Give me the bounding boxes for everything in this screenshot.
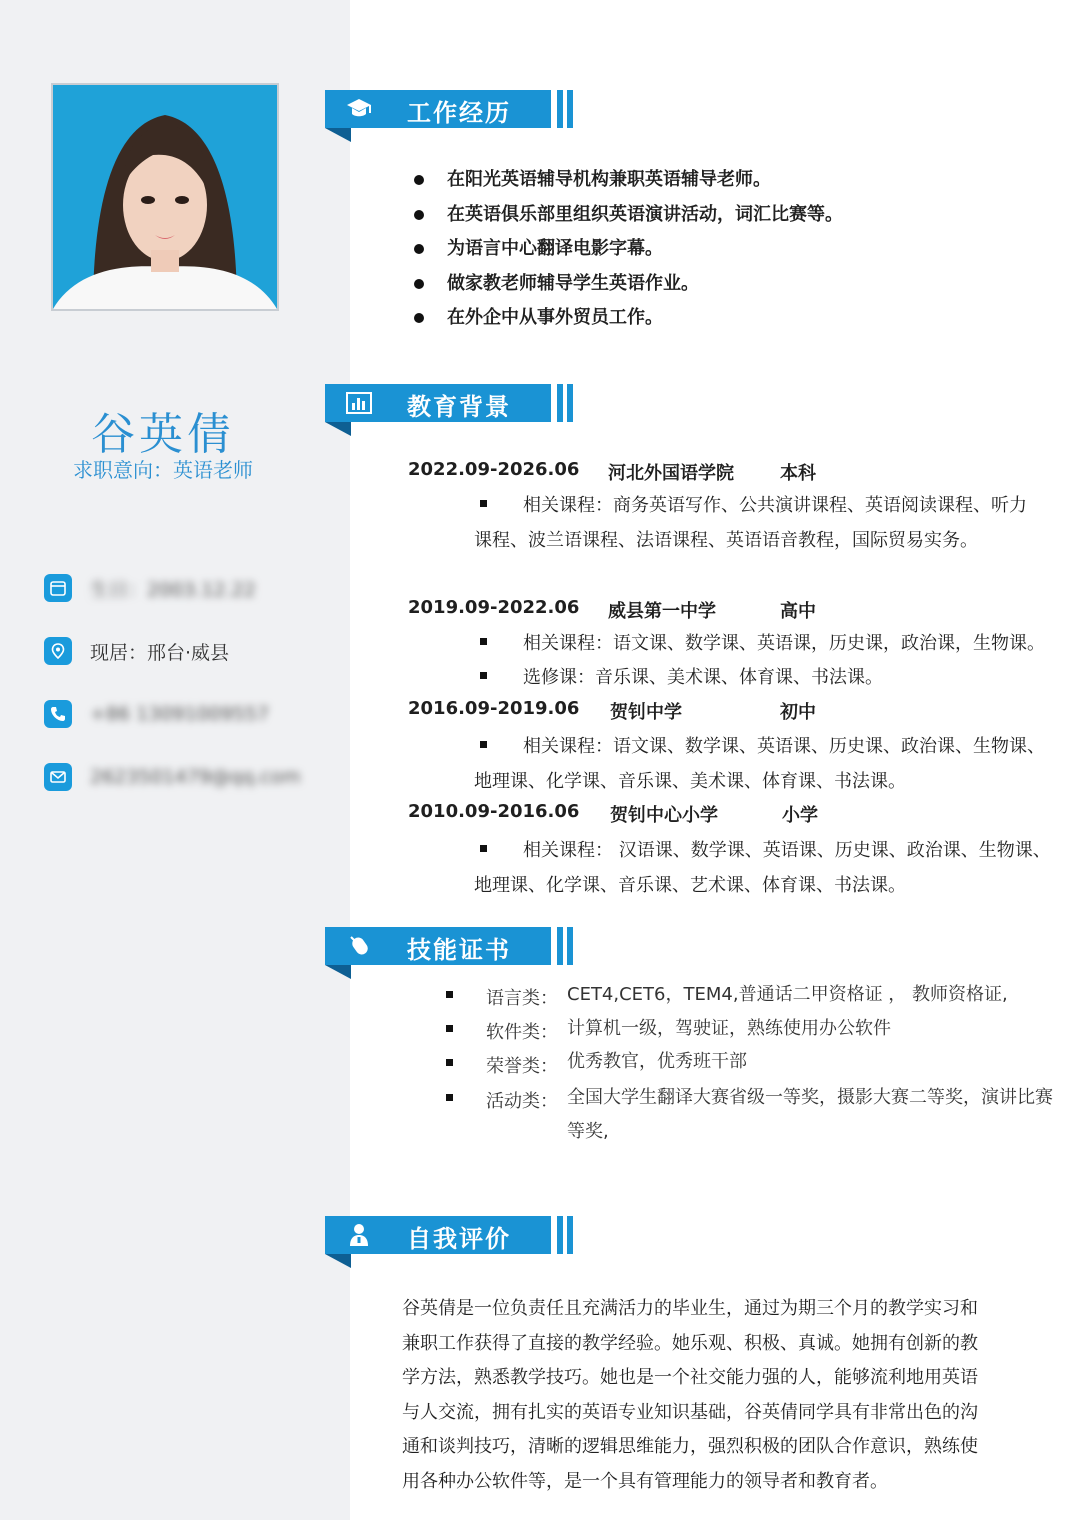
skill-label: 活动类：: [486, 1091, 558, 1112]
self-eval-line: 学方法，熟悉教学技巧。她也是一个社交能力强的人，能够流利地用英语: [402, 1367, 978, 1388]
skill-value: 全国大学生翻译大赛省级一等奖，摄影大赛二等奖，演讲比赛: [567, 1087, 1053, 1108]
edu-level: 高中: [780, 601, 816, 622]
edu-course-line: 相关课程： 汉语课、数学课、英语课、历史课、政治课、生物课、: [523, 840, 1051, 861]
edu-course-line: 相关课程：商务英语写作、公共演讲课程、英语阅读课程、听力: [523, 495, 1027, 516]
work-list: [410, 163, 843, 336]
edu-course-line: 选修课：音乐课、美术课、体育课、书法课。: [523, 667, 883, 688]
section-title-skills: 技能证书: [407, 936, 511, 964]
list-item: 在阳光英语辅导机构兼职英语辅导老师。: [410, 163, 843, 198]
edu-course-line: 地理课、化学课、音乐课、艺术课、体育课、书法课。: [474, 875, 906, 896]
contact-birth: [44, 574, 256, 602]
self-eval-line: 通和谈判技巧，清晰的逻辑思维能力，强烈积极的团队合作意识，熟练使: [402, 1436, 978, 1457]
edu-period: 2016.09-2019.06: [408, 698, 580, 719]
self-eval-line: 与人交流，拥有扎实的英语专业知识基础，谷英倩同学具有非常出色的沟: [402, 1401, 978, 1423]
graduation-cap-icon: [345, 96, 373, 122]
self-eval-line: 谷英倩是一位负责任且充满活力的毕业生，通过为期三个月的教学实习和: [402, 1298, 978, 1319]
square-bullet-icon: [480, 845, 487, 852]
self-eval-line: 兼职工作获得了直接的教学经验。她乐观、积极、真诚。她拥有创新的教: [402, 1332, 978, 1354]
square-bullet-icon: [480, 672, 487, 679]
skill-label: 荣誉类：: [486, 1056, 558, 1077]
edu-school: 贺钊中心小学: [610, 805, 718, 826]
skill-value-continued: 等奖,: [567, 1121, 609, 1142]
list-item: 在外企中从事外贸员工作。: [410, 301, 843, 336]
list-item: 为语言中心翻译电影字幕。: [410, 232, 843, 267]
skill-value: CET4,CET6，TEM4,普通话二甲资格证 ， 教师资格证,: [567, 984, 1008, 1005]
contact-residence: [44, 637, 229, 665]
self-eval-line: 用各种办公软件等，是一个具有管理能力的领导者和教育者。: [402, 1470, 888, 1492]
section-header-self: [325, 1216, 575, 1268]
edu-period: 2010.09-2016.06: [408, 801, 580, 822]
phone-text: +86 13091009557: [90, 703, 270, 725]
calendar-icon: [44, 574, 72, 602]
edu-level: 初中: [780, 702, 816, 723]
edu-level: 本科: [780, 463, 816, 484]
square-bullet-icon: [446, 1025, 453, 1032]
residence-text: 现居：邢台·威县: [90, 641, 230, 664]
self-evaluation: [402, 1292, 1022, 1499]
section-title-work: 工作经历: [407, 99, 511, 127]
portrait-image: [53, 85, 277, 309]
email-text: 2623501479@qq.com: [90, 766, 301, 788]
list-item: 在英语俱乐部里组织英语演讲活动，词汇比赛等。: [410, 198, 843, 233]
skill-label: 语言类：: [486, 988, 558, 1009]
edu-period: 2022.09-2026.06: [408, 459, 580, 480]
edu-course-line: 课程、波兰语课程、法语课程、英语语音教程，国际贸易实务。: [474, 530, 978, 551]
phone-icon: [44, 700, 72, 728]
section-header-work: [325, 90, 575, 142]
profile-photo: [51, 83, 279, 311]
edu-course-line: 相关课程：语文课、数学课、英语课，历史课，政治课，生物课。: [523, 633, 1045, 654]
edu-course-line: 地理课、化学课、音乐课、美术课、体育课、书法课。: [474, 771, 906, 792]
skill-value: 计算机一级，驾驶证，熟练使用办公软件: [567, 1018, 891, 1039]
candidate-name: 谷英倩: [91, 409, 235, 460]
section-header-skills: [325, 927, 575, 979]
contact-phone: [44, 700, 269, 728]
square-bullet-icon: [446, 1094, 453, 1101]
edu-course-line: 相关课程：语文课、数学课、英语课、历史课、政治课、生物课、: [523, 736, 1045, 757]
edu-period: 2019.09-2022.06: [408, 597, 580, 618]
contact-email: [44, 763, 301, 791]
skill-value: 优秀教官，优秀班干部: [567, 1051, 747, 1072]
birth-text: 生日：2003.12.22: [90, 578, 256, 601]
square-bullet-icon: [446, 991, 453, 998]
mail-icon: [44, 763, 72, 791]
person-icon: [345, 1222, 373, 1248]
square-bullet-icon: [480, 741, 487, 748]
bar-chart-icon: [345, 390, 373, 416]
section-title-education: 教育背景: [407, 393, 511, 421]
list-item: 做家教老师辅导学生英语作业。: [410, 267, 843, 302]
square-bullet-icon: [480, 500, 487, 507]
mouse-icon: [345, 933, 373, 959]
section-header-education: [325, 384, 575, 436]
edu-level: 小学: [782, 805, 818, 826]
job-intent: 求职意向：英语老师: [73, 458, 253, 482]
skill-label: 软件类：: [486, 1022, 558, 1043]
edu-school: 河北外国语学院: [608, 463, 734, 484]
location-pin-icon: [44, 637, 72, 665]
edu-school: 威县第一中学: [608, 601, 716, 622]
edu-school: 贺钊中学: [610, 702, 682, 723]
square-bullet-icon: [446, 1059, 453, 1066]
section-title-self: 自我评价: [407, 1225, 511, 1253]
square-bullet-icon: [480, 638, 487, 645]
